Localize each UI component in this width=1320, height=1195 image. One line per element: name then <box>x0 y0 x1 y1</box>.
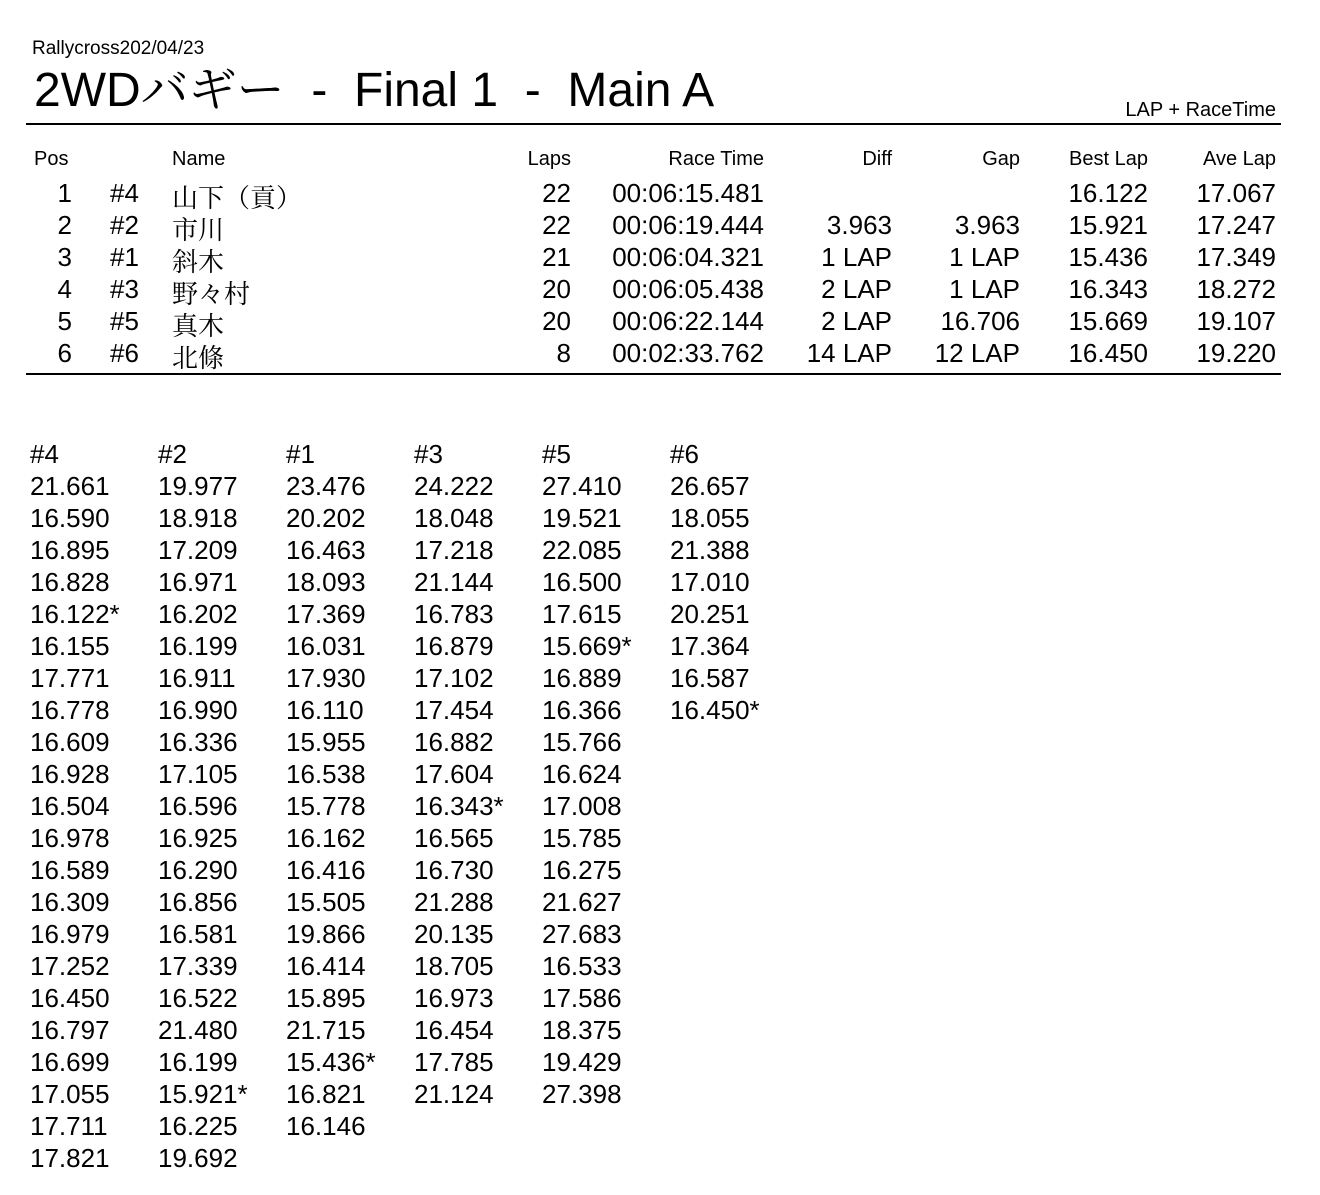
lap-time: 16.538 <box>286 759 366 789</box>
lap-time: 16.856 <box>158 887 238 917</box>
lap-time: 17.102 <box>414 663 494 693</box>
result-best-lap: 16.450 <box>1068 338 1148 368</box>
lap-time: 15.895 <box>286 983 366 1013</box>
lap-time: 16.416 <box>286 855 366 885</box>
lap-time: 16.122* <box>30 599 120 629</box>
lap-time: 16.609 <box>30 727 110 757</box>
lap-time: 16.581 <box>158 919 238 949</box>
result-pos: 6 <box>57 338 72 368</box>
lap-time: 17.252 <box>30 951 110 981</box>
result-gap: 1 LAP <box>949 274 1020 304</box>
lap-time: 16.110 <box>286 695 364 725</box>
lap-time: 16.797 <box>30 1015 110 1045</box>
result-diff: 2 LAP <box>821 274 892 304</box>
lap-time: 17.785 <box>414 1047 494 1077</box>
result-row <box>0 338 1320 373</box>
lap-time: 15.766 <box>542 727 622 757</box>
lap-time: 16.031 <box>286 631 366 661</box>
lap-time: 16.925 <box>158 823 238 853</box>
lap-time: 17.930 <box>286 663 366 693</box>
lap-time: 16.889 <box>542 663 622 693</box>
result-best-lap: 16.343 <box>1068 274 1148 304</box>
lap-time: 27.683 <box>542 919 622 949</box>
lap-time: 17.711 <box>30 1111 108 1141</box>
result-gap: 12 LAP <box>934 338 1020 368</box>
lap-column-car-number: #4 <box>30 439 59 469</box>
lap-time: 16.979 <box>30 919 110 949</box>
result-laps: 8 <box>556 338 571 368</box>
col-gap-header: Gap <box>982 148 1020 170</box>
lap-time: 16.783 <box>414 599 494 629</box>
lap-time: 16.225 <box>158 1111 238 1141</box>
lap-column <box>670 438 798 726</box>
lap-time: 16.699 <box>30 1047 110 1077</box>
col-pos-header: Pos <box>34 148 69 170</box>
lap-time: 21.288 <box>414 887 494 917</box>
lap-time: 15.778 <box>286 791 366 821</box>
lap-time: 17.771 <box>30 663 110 693</box>
result-ave-lap: 17.067 <box>1196 178 1276 208</box>
result-driver-name: 北條 <box>172 343 225 373</box>
lap-time: 23.476 <box>286 471 366 501</box>
lap-time: 20.135 <box>414 919 494 949</box>
lap-time: 19.692 <box>158 1143 238 1173</box>
lap-time: 21.144 <box>414 567 494 597</box>
result-pos: 3 <box>57 242 72 272</box>
lap-time: 16.778 <box>30 695 110 725</box>
lap-column <box>414 438 542 1110</box>
lap-time: 17.010 <box>670 567 750 597</box>
lap-time: 17.339 <box>158 951 238 981</box>
result-best-lap: 16.122 <box>1068 178 1148 208</box>
timing-mode-label: LAP + RaceTime <box>1125 99 1276 121</box>
lap-time: 15.921* <box>158 1079 248 1109</box>
result-best-lap: 15.921 <box>1068 210 1148 240</box>
lap-time: 21.715 <box>286 1015 366 1045</box>
result-ave-lap: 17.349 <box>1196 242 1276 272</box>
result-race-time: 00:06:15.481 <box>612 178 764 208</box>
lap-time: 18.055 <box>670 503 750 533</box>
col-laps-header: Laps <box>527 148 571 170</box>
lap-time: 21.627 <box>542 887 622 917</box>
lap-time: 17.369 <box>286 599 366 629</box>
result-car-number: #5 <box>110 306 139 336</box>
result-driver-name: 真木 <box>172 311 225 341</box>
result-gap: 3.963 <box>954 210 1020 240</box>
result-gap: 1 LAP <box>949 242 1020 272</box>
lap-time: 16.146 <box>286 1111 366 1141</box>
result-race-time: 00:06:19.444 <box>612 210 764 240</box>
result-pos: 4 <box>57 274 72 304</box>
result-pos: 2 <box>57 210 72 240</box>
result-car-number: #4 <box>110 178 139 208</box>
col-name-header: Name <box>172 148 226 170</box>
result-laps: 20 <box>542 274 571 304</box>
lap-time: 21.124 <box>414 1079 494 1109</box>
col-race-time-header: Race Time <box>668 148 764 170</box>
result-race-time: 00:06:22.144 <box>612 306 764 336</box>
lap-time: 16.821 <box>286 1079 366 1109</box>
result-ave-lap: 19.220 <box>1196 338 1276 368</box>
lap-time: 17.586 <box>542 983 622 1013</box>
result-laps: 20 <box>542 306 571 336</box>
lap-time: 16.336 <box>158 727 238 757</box>
result-driver-name: 野々村 <box>172 279 251 309</box>
lap-column <box>542 438 670 1110</box>
lap-time: 16.309 <box>30 887 110 917</box>
result-pos: 5 <box>57 306 72 336</box>
lap-column-car-number: #5 <box>542 439 571 469</box>
lap-time: 16.624 <box>542 759 622 789</box>
result-driver-name: 市川 <box>172 215 225 245</box>
result-row <box>0 178 1320 213</box>
lap-time: 16.973 <box>414 983 494 1013</box>
page-title: 2WDバギー - Final 1 - Main A <box>34 64 715 117</box>
lap-time: 19.429 <box>542 1047 622 1077</box>
lap-time: 18.705 <box>414 951 494 981</box>
lap-time: 27.398 <box>542 1079 622 1109</box>
lap-time: 18.093 <box>286 567 366 597</box>
lap-time: 17.604 <box>414 759 494 789</box>
result-row <box>0 242 1320 277</box>
lap-time: 19.977 <box>158 471 238 501</box>
lap-time: 16.978 <box>30 823 110 853</box>
result-diff: 2 LAP <box>821 306 892 336</box>
result-gap: 16.706 <box>940 306 1020 336</box>
event-subtitle: Rallycross202/04/23 <box>32 38 205 59</box>
result-row <box>0 274 1320 309</box>
result-diff: 3.963 <box>826 210 892 240</box>
result-driver-name: 斜木 <box>172 247 225 277</box>
lap-time: 16.565 <box>414 823 494 853</box>
result-ave-lap: 19.107 <box>1196 306 1276 336</box>
lap-time: 16.533 <box>542 951 622 981</box>
result-car-number: #3 <box>110 274 139 304</box>
lap-time: 16.828 <box>30 567 110 597</box>
lap-time: 21.661 <box>30 471 110 501</box>
lap-time: 16.590 <box>30 503 110 533</box>
lap-time: 22.085 <box>542 535 622 565</box>
result-car-number: #6 <box>110 338 139 368</box>
col-best-lap-header: Best Lap <box>1069 148 1148 170</box>
lap-time: 16.895 <box>30 535 110 565</box>
lap-column-car-number: #3 <box>414 439 443 469</box>
lap-time: 17.615 <box>542 599 622 629</box>
lap-time: 17.008 <box>542 791 622 821</box>
result-car-number: #2 <box>110 210 139 240</box>
lap-time: 15.785 <box>542 823 622 853</box>
lap-column <box>30 438 158 1174</box>
lap-time: 16.589 <box>30 855 110 885</box>
lap-column-car-number: #1 <box>286 439 315 469</box>
result-diff: 14 LAP <box>806 338 892 368</box>
lap-time: 17.209 <box>158 535 238 565</box>
lap-time: 24.222 <box>414 471 494 501</box>
result-ave-lap: 18.272 <box>1196 274 1276 304</box>
col-ave-lap-header: Ave Lap <box>1202 148 1276 170</box>
result-best-lap: 15.436 <box>1068 242 1148 272</box>
result-pos: 1 <box>57 178 72 208</box>
result-row <box>0 306 1320 341</box>
lap-time: 15.505 <box>286 887 366 917</box>
result-row <box>0 210 1320 245</box>
result-laps: 21 <box>542 242 571 272</box>
result-laps: 22 <box>542 178 571 208</box>
result-best-lap: 15.669 <box>1068 306 1148 336</box>
lap-time: 16.911 <box>158 663 236 693</box>
lap-time: 16.199 <box>158 1047 238 1077</box>
lap-time: 16.454 <box>414 1015 494 1045</box>
lap-time: 17.454 <box>414 695 494 725</box>
lap-time: 16.500 <box>542 567 622 597</box>
lap-time: 16.879 <box>414 631 494 661</box>
lap-time: 19.866 <box>286 919 366 949</box>
lap-time: 16.596 <box>158 791 238 821</box>
lap-time: 16.450 <box>30 983 110 1013</box>
lap-time: 20.202 <box>286 503 366 533</box>
lap-column <box>158 438 286 1174</box>
lap-time: 16.971 <box>158 567 238 597</box>
lap-time: 26.657 <box>670 471 750 501</box>
lap-time: 16.414 <box>286 951 366 981</box>
lap-time: 18.048 <box>414 503 494 533</box>
lap-time: 16.162 <box>286 823 366 853</box>
result-car-number: #1 <box>110 242 139 272</box>
lap-column-car-number: #2 <box>158 439 187 469</box>
lap-time: 17.218 <box>414 535 494 565</box>
lap-time: 17.821 <box>30 1143 110 1173</box>
lap-time: 15.955 <box>286 727 366 757</box>
lap-time: 16.450* <box>670 695 760 725</box>
lap-time: 16.522 <box>158 983 238 1013</box>
result-ave-lap: 17.247 <box>1196 210 1276 240</box>
result-race-time: 00:02:33.762 <box>612 338 764 368</box>
lap-time: 16.463 <box>286 535 366 565</box>
lap-time: 16.504 <box>30 791 110 821</box>
lap-time: 16.730 <box>414 855 494 885</box>
top-divider <box>26 123 1281 125</box>
lap-column-car-number: #6 <box>670 439 699 469</box>
lap-time: 21.388 <box>670 535 750 565</box>
lap-time: 16.155 <box>30 631 110 661</box>
result-driver-name: 山下（貢） <box>172 183 303 213</box>
lap-time: 16.199 <box>158 631 238 661</box>
lap-time: 16.290 <box>158 855 238 885</box>
lap-time: 20.251 <box>670 599 750 629</box>
results-header-row <box>0 148 1320 178</box>
lap-time: 16.990 <box>158 695 238 725</box>
lap-time: 16.343* <box>414 791 504 821</box>
lap-time: 17.364 <box>670 631 750 661</box>
lap-time: 16.882 <box>414 727 494 757</box>
lap-time: 17.105 <box>158 759 238 789</box>
lap-time: 17.055 <box>30 1079 110 1109</box>
bottom-divider <box>26 373 1281 375</box>
lap-time: 18.918 <box>158 503 238 533</box>
lap-time: 18.375 <box>542 1015 622 1045</box>
lap-time: 15.436* <box>286 1047 376 1077</box>
lap-time: 15.669* <box>542 631 632 661</box>
result-race-time: 00:06:04.321 <box>612 242 764 272</box>
result-laps: 22 <box>542 210 571 240</box>
lap-time: 16.928 <box>30 759 110 789</box>
col-diff-header: Diff <box>862 148 892 170</box>
results-table <box>0 148 1320 373</box>
lap-time: 16.587 <box>670 663 750 693</box>
lap-time: 27.410 <box>542 471 622 501</box>
lap-time: 19.521 <box>542 503 622 533</box>
lap-time: 16.275 <box>542 855 622 885</box>
lap-time: 21.480 <box>158 1015 238 1045</box>
result-race-time: 00:06:05.438 <box>612 274 764 304</box>
lap-time: 16.202 <box>158 599 238 629</box>
lap-column <box>286 438 414 1142</box>
lap-time: 16.366 <box>542 695 622 725</box>
result-diff: 1 LAP <box>821 242 892 272</box>
